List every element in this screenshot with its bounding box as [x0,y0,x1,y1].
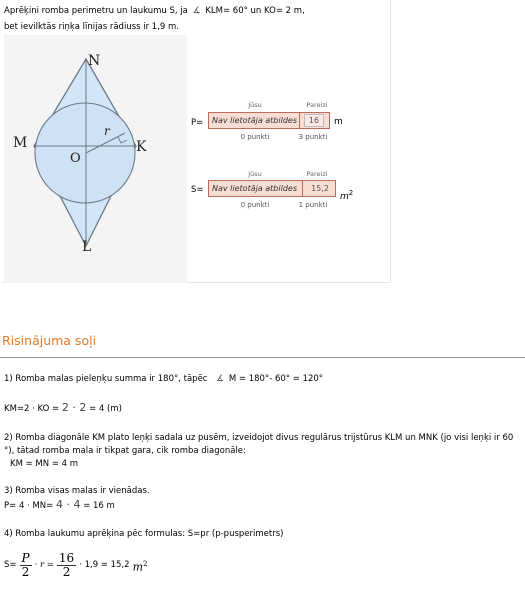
formula-p-denominator: 2 [21,565,30,579]
vertex-k-label: K [136,139,147,155]
area-points-yours: 0 punkti [240,201,270,209]
angle-icon: ∡ [192,6,201,16]
center-o-label: O [70,151,81,166]
solution-step-1 [4,373,323,386]
step3-line-1: 3) Romba visas malas ir vienādas. [4,486,150,496]
formula-r: · r = [34,560,54,570]
area-label: S= [191,185,204,195]
perimeter-label: P= [191,118,204,128]
area-answer-box [208,180,336,197]
inscribed-circle [35,103,135,203]
radius-r-label: r [104,124,110,138]
formula-result: · 1,9 = 15,2 [79,560,130,570]
vertex-l-label: L [82,239,92,255]
task-line-1b: KLM= 60° un KO= 2 m, [205,6,305,16]
solution-step-km [4,401,122,416]
step-km-expression: 2 · 2 [61,401,87,414]
task-panel [2,1,391,283]
solution-title: Risinājuma soļi [2,333,97,348]
area-unit-power: 2 [348,189,354,197]
solution-divider [0,357,525,358]
solution-step-4: 4) Romba laukumu aprēķina pēc formulas: S=pr (p-pusperimetrs) [4,529,284,539]
step-km-result: = 4 (m) [89,404,122,414]
step3-text-a: P= 4 · MN= [4,501,54,511]
step-km-text-a: KM=2 · KO = [4,404,60,414]
formula-16-numerator: 16 [58,551,75,565]
rhombus-figure [2,1,390,282]
formula-unit-base: m [132,560,143,574]
solution-step-2 [4,432,522,471]
step2-line-2: °), tātad romba mala ir tikpat gara, cik romba diagonāle: [4,446,246,456]
column-header-yours-2: Jūsu [248,170,262,178]
area-points-correct: 1 punkti [298,201,328,209]
perimeter-correct-value: 16 [304,114,324,127]
formula-16-denominator: 2 [62,565,71,579]
perimeter-unit: m [334,117,343,127]
perimeter-answer-box [208,112,330,129]
formula-s-label: S= [4,560,17,570]
perimeter-points-yours: 0 punkti [240,133,270,141]
area-unit [340,189,353,202]
solution-step-3 [4,485,150,513]
area-unit-base: m [340,192,349,202]
perimeter-answer-input[interactable]: Nav lietotāja atbildes [209,113,300,128]
formula-fraction-p [20,552,32,579]
task-line-1a: Aprēķini romba perimetru un laukumu S, ja [4,6,188,16]
formula-p-numerator: P [21,551,30,565]
area-correct-value: 15,2 [311,184,329,193]
perimeter-points-correct: 3 punkti [298,133,328,141]
formula-unit [133,558,148,574]
angle-icon-2: ∡ [216,374,225,384]
area-answer-input[interactable]: Nav lietotāja atbildes [209,181,303,196]
vertex-m-label: M [13,135,28,151]
step3-expression: 4 · 4 [55,498,81,511]
formula-fraction-16 [57,552,76,579]
column-header-correct-2: Pareizi [306,170,328,178]
step2-line-3: KM = MN = 4 m [10,459,79,469]
vertex-n-label: N [88,53,101,69]
column-header-correct: Pareizi [306,101,328,109]
step3-result: = 16 m [83,501,115,511]
column-header-yours: Jūsu [248,101,262,109]
task-line-2: bet ievilktās riņķa līnijas rādiuss ir 1,9 m. [4,22,180,32]
step2-line-1: 2) Romba diagonāle KM plato leņķi sadala uz pusēm, izveidojot divus regulārus trijstūrus KLM un MNK (jo visi leņķi ir 60 [4,433,514,443]
formula-unit-power: 2 [143,559,148,568]
step1-text-a: 1) Romba malas pieleņķu summa ir 180°, tāpēc [4,374,208,384]
step1-text-b: M = 180°- 60° = 120° [228,374,324,384]
area-formula [4,552,147,579]
